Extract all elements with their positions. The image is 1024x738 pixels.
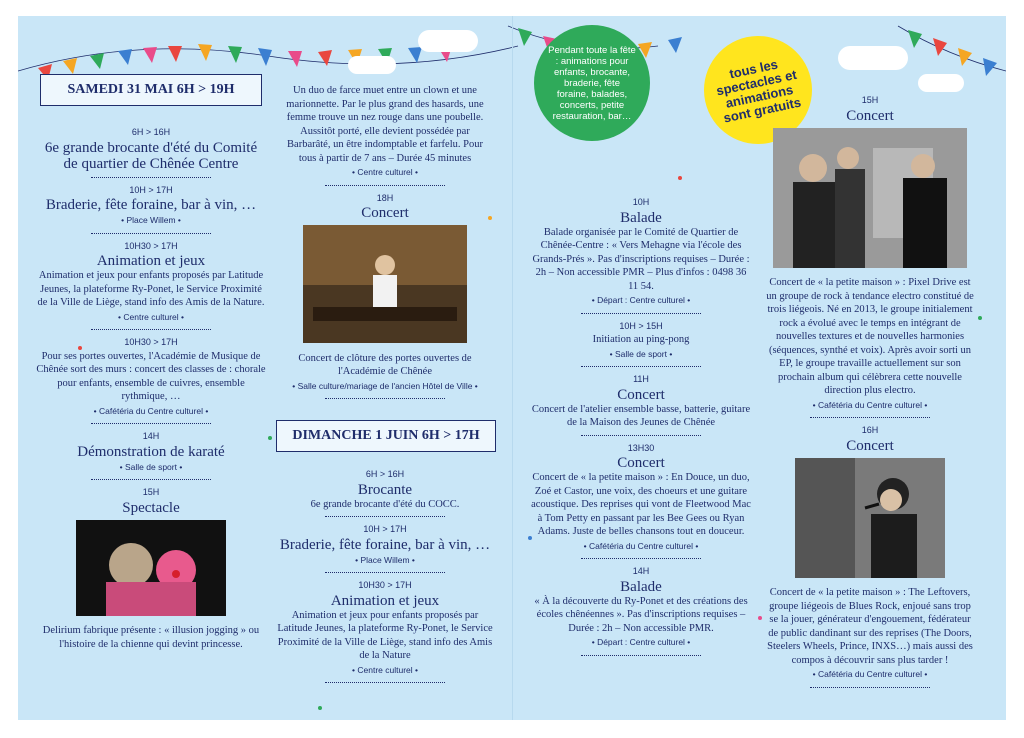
event-time: 10H > 17H (363, 524, 407, 534)
event-title: Démonstration de karaté (77, 443, 225, 460)
separator (581, 366, 701, 367)
event-description: Delirium fabrique présente : « illusion jogging » ou l'histoire de la chienne qui devint princesse. (42, 625, 260, 650)
green-info-badge: Pendant toute la fête : animations pour enfants, brocante, braderie, fête foraine, balades, concerts, petite restauration, bar… (534, 25, 650, 141)
sunday-column-2 (276, 462, 494, 683)
event-title: Concert (361, 205, 409, 221)
separator (581, 435, 701, 436)
event-description: Animation et jeux pour enfants proposés par Latitude Jeunes, la plateforme Ry-Ponet, le Service Proximité de la Ville de Liège, stand info des Amis de la Nature (277, 609, 493, 661)
confetti-dot (678, 176, 682, 180)
separator (91, 329, 211, 330)
cloud-decoration (418, 30, 478, 52)
event-description: Concert de « la petite maison » : En Douce, un duo, Zoé et Castor, une voix, des choeurs et une guitare acoustique. Des reprises qui vont de Fleetwood Mac à Tom Petty en passant par les Bee Gees ou Ryan Adams. Juste de belles chansons tout en douceur. (531, 472, 751, 537)
event-time: 10H30 > 17H (124, 240, 178, 251)
event-title: Concert (617, 455, 665, 471)
event-block (36, 430, 266, 480)
event-location: • Place Willem • (276, 554, 494, 568)
saturday-column-2 (280, 84, 490, 399)
event-time: 10H > 17H (129, 184, 173, 195)
event-title: Balade (620, 578, 662, 595)
event-time: 10H > 15H (619, 320, 663, 331)
event-location: • Départ : Centre culturel • (530, 636, 752, 650)
sunday-column-3 (530, 190, 752, 656)
separator (325, 682, 445, 683)
event-block (764, 424, 976, 688)
separator (810, 417, 930, 418)
event-block (530, 320, 752, 368)
separator (325, 516, 445, 517)
confetti-dot (268, 436, 272, 440)
event-location: • Salle de sport • (530, 348, 752, 362)
sunday-column-4 (764, 88, 976, 688)
event-time: 16H (861, 425, 879, 435)
cloud-decoration (838, 46, 908, 70)
event-time: 14H (142, 431, 160, 441)
band-photo (773, 128, 967, 268)
event-block (280, 192, 490, 400)
event-location: • Centre culturel • (280, 166, 490, 180)
event-description: Concert de « la petite maison » : Pixel Drive est un groupe de rock à tendance electro constitué de trois liégeois. Né en 2013, le groupe initialement rock a évolué avec le temps en intégrant de nouvelles textures et de nouvelles harmonies (séquences, synthé et voix). Après avoir sorti un EP, le groupe travaille actuellement sur son prochain album qui célèbrera cette nouvelle direction plus electro. (766, 277, 974, 396)
event-description: 6e grande brocante d'été du COCC. (310, 498, 460, 510)
event-block (276, 579, 494, 683)
event-block (280, 84, 490, 186)
event-time: 14H (632, 566, 650, 576)
event-title: Animation et jeux (330, 592, 440, 609)
event-block (276, 468, 494, 517)
event-block (36, 184, 266, 234)
event-title: Braderie, fête foraine, bar à vin, … (45, 197, 257, 213)
event-time: 10H (632, 197, 650, 207)
confetti-dot (318, 706, 322, 710)
event-description: Un duo de farce muet entre un clown et une marionnette. Par le plus grand des hasards, une femme trouve un nez rouge dans une poubelle. Aussitôt porté, elle devient possédée par Barbarâté, un être indomptable et farfelu. Pour tous à partir de 7 ans – Durée 45 minutes (286, 85, 484, 164)
event-title: Spectacle (122, 499, 180, 516)
saturday-column-1 (36, 120, 266, 651)
event-description: Concert de l'atelier ensemble basse, batterie, guitare de la Maison des Jeunes de Chênée (531, 403, 751, 428)
event-location: • Cafétéria du Centre culturel • (764, 399, 976, 413)
sunday-header: DIMANCHE 1 JUIN 6H > 17H (276, 420, 496, 452)
event-time: 6H > 16H (365, 469, 405, 479)
separator (91, 423, 211, 424)
event-location: • Salle de sport • (36, 461, 266, 475)
event-time: 10H30 > 17H (358, 580, 412, 590)
event-title: Braderie, fête foraine, bar à vin, … (279, 536, 491, 553)
event-time: 6H > 16H (131, 127, 171, 137)
event-location: • Cafétéria du Centre culturel • (764, 668, 976, 682)
event-description: Concert de « la petite maison » : The Leftovers, groupe liégeois de Blues Rock, enjoué sans trop se la jouer, générateur d'engouement, fédérateur de public dandinant sur des reprises (The Doors, Steelers Wheels, Prince, INXS…) mais aussi des compos à découvrir sans plus tarder ! (767, 587, 973, 666)
event-block (276, 523, 494, 573)
event-location: • Salle culture/mariage de l'ancien Hôtel de Ville • (280, 380, 490, 394)
confetti-dot (758, 616, 762, 620)
separator (325, 398, 445, 399)
free-events-badge: tous les spectacles et animations sont gratuits (694, 26, 822, 154)
saturday-header: SAMEDI 31 MAI 6H > 19H (40, 74, 262, 106)
separator (325, 185, 445, 186)
event-title: Brocante (357, 481, 413, 498)
separator (581, 558, 701, 559)
event-time: 10H30 > 17H (124, 337, 178, 347)
event-time: 18H (376, 192, 394, 203)
event-description: Concert de clôture des portes ouvertes de l'Académie de Chênée (298, 352, 472, 377)
event-location: • Place Willem • (36, 214, 266, 228)
separator (91, 177, 211, 178)
event-block (530, 565, 752, 656)
event-description: Animation et jeux pour enfants proposés par Latitude Jeunes, la plateforme Ry-Ponet, le Service Proximité de la Ville de Liège, stand info des Amis de la Nature. (37, 270, 265, 308)
event-title: 6e grande brocante d'été du Comité de quartier de Chênée Centre (44, 139, 258, 172)
separator (581, 655, 701, 656)
fold-line (512, 16, 513, 720)
event-block (36, 126, 266, 178)
separator (91, 479, 211, 480)
event-description: « À la découverte du Ry-Ponet et des créations des écoles chênéennes ». Pas d'inscriptions requises – Durée : 2h – Non accessible PMR. (534, 595, 748, 634)
event-title: Animation et jeux (96, 253, 206, 269)
event-location: • Cafétéria du Centre culturel • (530, 540, 752, 554)
separator (91, 233, 211, 234)
event-time: 11H (633, 374, 649, 384)
clown-performance-photo (76, 520, 226, 616)
confetti-dot (978, 316, 982, 320)
separator (581, 313, 701, 314)
event-title: Concert (846, 107, 894, 124)
event-block (764, 94, 976, 418)
event-block (530, 442, 752, 560)
cloud-decoration (348, 56, 396, 74)
event-block (530, 373, 752, 436)
separator (325, 572, 445, 573)
event-time: 15H (861, 95, 879, 105)
event-title: Concert (617, 386, 665, 403)
event-location: • Centre culturel • (276, 664, 494, 678)
event-time: 15H (142, 487, 160, 497)
event-description: Initiation au ping-pong (592, 334, 690, 345)
event-block (530, 196, 752, 314)
event-location: • Cafétéria du Centre culturel • (36, 405, 266, 419)
event-location: • Départ : Centre culturel • (530, 294, 752, 308)
event-block (36, 240, 266, 331)
marimba-concert-photo (303, 225, 467, 343)
event-time: 13H30 (627, 442, 655, 453)
event-block (36, 486, 266, 651)
separator (810, 687, 930, 688)
event-description: Pour ses portes ouvertes, l'Académie de Musique de Chênée sort des murs : concert des classes de : chorale pour enfants, ensemble de cuivres, ensemble rythmique, … (36, 350, 266, 402)
event-block (36, 336, 266, 424)
event-location: • Centre culturel • (36, 311, 266, 325)
event-description: Balade organisée par le Comité de Quartier de Chênée-Centre : « Vers Mehagne via l'école des Grands-Prés ». Pas d'inscriptions requises – Durée : 2h – Non accessible PMR – Plus d'infos : 0498 36 11 54. (532, 226, 750, 292)
event-title: Balade (620, 209, 662, 226)
singer-photo (795, 458, 945, 578)
event-title: Concert (846, 437, 894, 454)
